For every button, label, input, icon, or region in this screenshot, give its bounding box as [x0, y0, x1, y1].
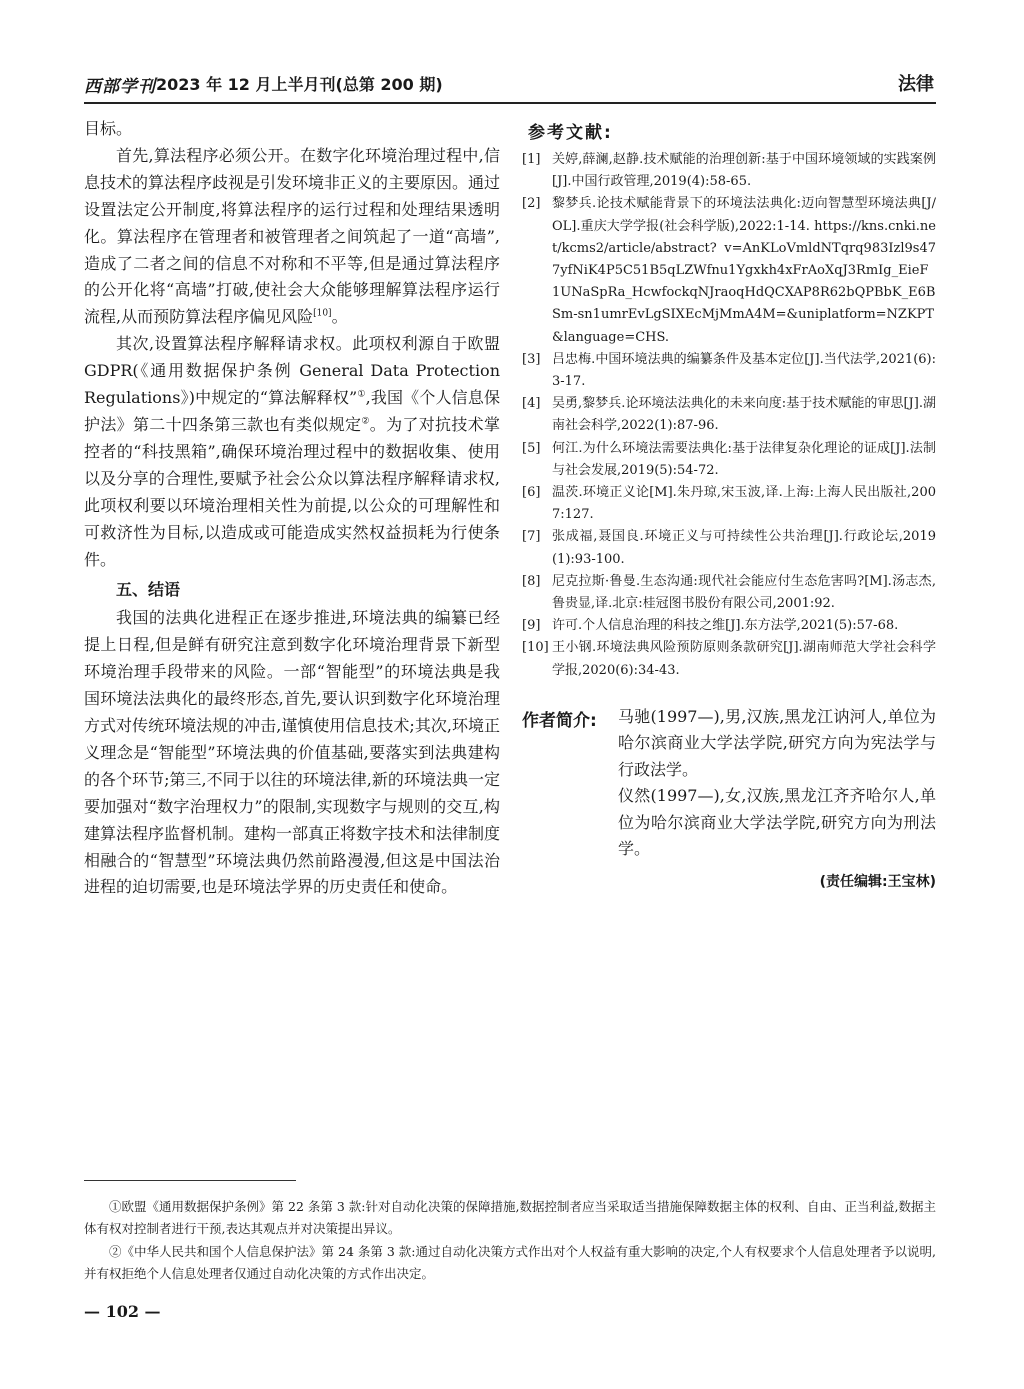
paragraph-text: 首先,算法程序必须公开。在数字化环境治理过程中,信息技术的算法程序歧视是引发环境非正义的主要原因。通过设置法定公开制度,将算法程序的运行过程和处理结果透明化。算法程序在管理者和被管理者之间筑起了一道“高墙”,造成了二者之间的信息不对称和不平等,但是通过算法程序的公开化将“高墙”打破,使社会大众能够理解算法程序运行流程,从而预防算法程序偏见风险 [84, 145, 501, 327]
paragraph-text: 其次,设置算法程序解释请求权。此项权利源自于欧盟 GDPR(《通用数据保护条例 General Data Protection Regulations》)中规定的“算法解释权” [84, 334, 500, 408]
reference-text: 关婷,薛澜,赵静.技术赋能的治理创新:基于中国环境领域的实践案例[J].中国行政管理,2019(4):58-65. [552, 152, 936, 190]
reference-number: [2] [522, 196, 541, 212]
footnote-marker: ② [361, 416, 370, 427]
reference-item [522, 615, 936, 637]
author-intro-title: 作者简介: [522, 710, 597, 731]
page-number: — 102 — [84, 1302, 161, 1321]
reference-item [522, 637, 936, 681]
left-column [84, 116, 500, 901]
reference-item [522, 482, 936, 526]
paragraph-end: 。 [331, 307, 348, 327]
author-bio [618, 704, 936, 863]
section-heading-conclusion: 五、结语 [116, 580, 181, 600]
paragraph-text: ,我国《个人信息保护法》第二十四条第三款也有类似规定 [84, 388, 500, 434]
reference-number: [8] [522, 573, 541, 589]
reference-number: [3] [522, 351, 541, 367]
reference-text: 何江.为什么环境法需要法典化:基于法律复杂化理论的证成[J].法制与社会发展,2019(5):54-72. [552, 440, 936, 478]
footnotes [84, 1196, 936, 1286]
footnote-marker: ① [357, 389, 366, 400]
reference-number: [9] [522, 618, 541, 634]
reference-item [522, 393, 936, 437]
author-bio-2: 仪然(1997—),女,汉族,黑龙江齐齐哈尔人,单位为哈尔滨商业大学法学院,研究方向为刑法学。 [618, 786, 936, 859]
journal-logo: 西部学刊 [84, 77, 156, 97]
reference-number: [7] [522, 529, 541, 545]
paragraph-text: 。为了对抗技术掌控者的“科技黑箱”,确保环境治理过程中的数据收集、使用以及分享的合理性,要赋予社会公众以算法程序解释请求权,此项权利要以环境治理相关性为前提,以公众的可理解性和可救济性为目标,以造成或可能造成实然权益损耗为行使条件。 [84, 414, 500, 569]
reference-text: 许可.个人信息治理的科技之维[J].东方法学,2021(5):57-68. [552, 618, 899, 634]
reference-number: [1] [522, 152, 541, 167]
reference-item [522, 526, 936, 570]
reference-text: 温茨.环境正义论[M].朱丹琼,宋玉波,译.上海:上海人民出版社,2007:127. [552, 485, 936, 523]
reference-text: 吕忠梅.中国环境法典的编纂条件及基本定位[J].当代法学,2021(6):3-17. [552, 351, 936, 390]
reference-item [522, 149, 936, 193]
reference-list [522, 149, 936, 682]
page-header [84, 62, 936, 104]
reference-item [522, 438, 936, 482]
reference-text: 黎梦兵.论技术赋能背景下的环境法法典化:迈向智慧型环境法典[J/OL].重庆大学学报(社会科学版),2022:1-14. https://kns.cnki.net/kcms2/article/abstract? v=AnKLoVmldNTqrq983Izl9s477yfNiK4P5C51B5qLZWfnu1Ygxkh4xFrAoXqJ3RmIg_EieF1UNaSpRa_HcwfockqNJraoqHdQCXAP8R62bQPBbK_E6BSm-sn1umrEvLgSIXEcMjMmA4M=&uniplatform=NZKPT&language=CHS. [552, 196, 936, 345]
reference-number: [5] [522, 440, 541, 456]
references-title: 参考文献: [528, 123, 613, 143]
author-intro [522, 704, 936, 891]
author-bio-1: 马驰(1997—),男,汉族,黑龙江讷河人,单位为哈尔滨商业大学法学院,研究方向为宪法学与行政法学。 [618, 706, 936, 779]
reference-number: [10] [522, 640, 549, 656]
paragraph-continuation: 目标。 [84, 119, 133, 138]
reference-number: [6] [522, 485, 541, 501]
reference-text: 吴勇,黎梦兵.论环境法法典化的未来向度:基于技术赋能的审思[J].湖南社会科学,2022(1):87-96. [552, 396, 936, 434]
section-label: 法律 [898, 74, 934, 95]
paragraph-algorithm-disclosure [84, 143, 500, 331]
paragraph-conclusion: 我国的法典化进程正在逐步推进,环境法典的编纂已经提上日程,但是鲜有研究注意到数字化环境治理背景下新型环境治理手段带来的风险。一部“智能型”的环境法典是我国环境法法典化的最终形态,首先,要认识到数字化环境治理方式对传统环境法规的冲击,谨慎使用信息技术;其次,环境正义理念是“智能型”环境法典的价值基础,要落实到法典建构的各个环节;第三,不同于以往的环境法律,新的环境法典一定要加强对“数字治理权力”的限制,实现数字与规则的交互,构建算法程序监督机制。建构一部真正将数字技术和法律制度相融合的“智慧型”环境法典仍然前路漫漫,但这是中国法治进程的迫切需要,也是环境法学界的历史责任和使命。 [84, 608, 501, 897]
citation-ref: [10] [313, 309, 332, 320]
reference-item [522, 571, 936, 615]
footnote-1: ①欧盟《通用数据保护条例》第 22 条第 3 款:针对自动化决策的保障措施,数据控制者应当采取适当措施保障数据主体的权利、自由、正当利益,数据主体有权对控制者进行干预,表达其观点并对决策提出异议。 [84, 1199, 936, 1236]
right-column [522, 118, 936, 891]
responsible-editor: (责任编辑:王宝林) [819, 873, 936, 890]
footnote-2: ②《中华人民共和国个人信息保护法》第 24 条第 3 款:通过自动化决策方式作出对个人权益有重大影响的决定,个人有权要求个人信息处理者予以说明,并有权拒绝个人信息处理者仅通过自动化决策的方式作出决定。 [84, 1244, 936, 1281]
reference-item [522, 193, 936, 348]
footnote-divider [84, 1180, 296, 1181]
reference-text: 王小钢.环境法典风险预防原则条款研究[J].湖南师范大学社会科学学报,2020(6):34-43. [552, 640, 936, 678]
reference-number: [4] [522, 396, 541, 412]
reference-text: 尼克拉斯·鲁曼.生态沟通:现代社会能应付生态危害吗?[M].汤志杰,鲁贵显,译.北京:桂冠图书股份有限公司,2001:92. [552, 573, 936, 612]
reference-item [522, 349, 936, 393]
reference-text: 张成福,聂国良.环境正义与可持续性公共治理[J].行政论坛,2019(1):93-100. [552, 529, 936, 567]
paragraph-explanation-right [84, 331, 500, 573]
issue-info: 2023 年 12 月上半月刊(总第 200 期) [156, 75, 443, 94]
